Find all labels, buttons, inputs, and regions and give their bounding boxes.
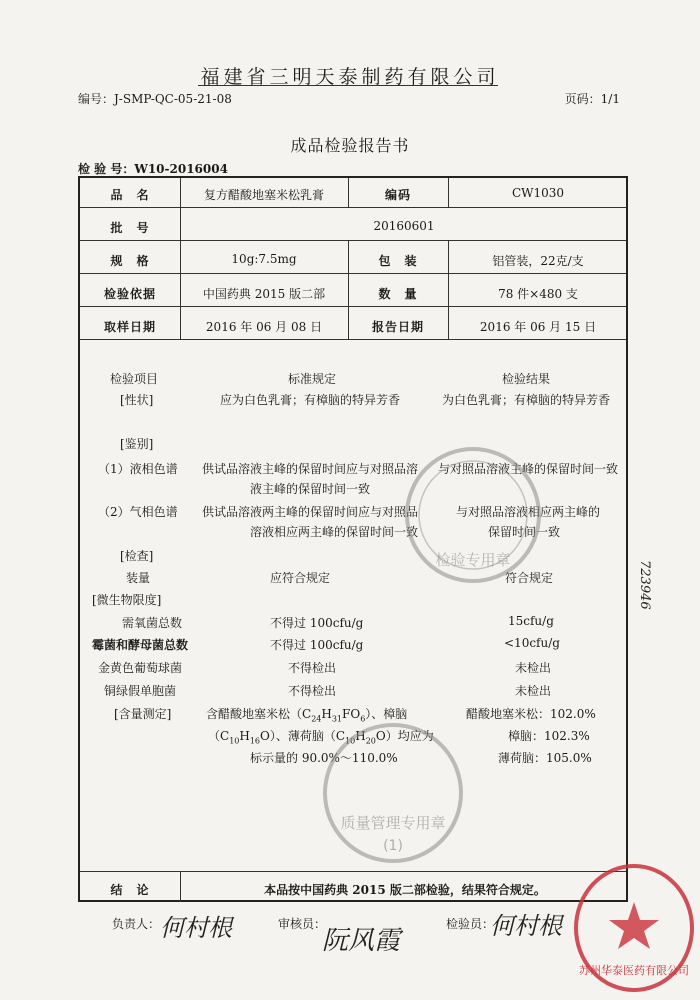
batch-number: 20160601 bbox=[373, 219, 435, 233]
lc-label: （1）液相色谱 bbox=[98, 462, 178, 476]
staph-label: 金黄色葡萄球菌 bbox=[98, 661, 183, 675]
assay-result-dexamethasone: 醋酸地塞米松：102.0% bbox=[466, 707, 596, 721]
report-date-label: 报告日期 bbox=[371, 320, 424, 334]
product-name: 复方醋酸地塞米松乳膏 bbox=[203, 188, 324, 202]
company-underline bbox=[198, 85, 498, 86]
product-label: 品 名 bbox=[110, 188, 150, 202]
check-label: [检查] bbox=[120, 549, 154, 563]
batch-label: 批 号 bbox=[110, 221, 150, 235]
mold-standard: 不得过 100cfu/g bbox=[270, 638, 364, 652]
lc-result: 与对照品溶液主峰的保留时间一致 bbox=[438, 462, 619, 476]
col-header-result: 检验结果 bbox=[502, 372, 551, 386]
spec-value: 10g:7.5mg bbox=[231, 252, 297, 266]
gc-standard-line2: 溶液相应两主峰的保留时间一致 bbox=[250, 525, 419, 539]
report-title: 成品检验报告书 bbox=[290, 136, 410, 155]
gc-label: （2）气相色谱 bbox=[98, 505, 178, 519]
spec-label: 规 格 bbox=[110, 254, 150, 268]
assay-standard-line2: $(C_{10}H_{16}O)$、薄荷脑$(C_{10}H_{20}O)$均应为 bbox=[208, 729, 434, 746]
product-code: CW1030 bbox=[511, 186, 565, 200]
gc-result-line1: 与对照品溶液相应两主峰的 bbox=[456, 505, 601, 519]
report-date: 2016 年 06 月 15 日 bbox=[479, 320, 597, 334]
pharma-company-seal bbox=[570, 862, 695, 994]
qa-seal-stamp bbox=[318, 718, 468, 868]
mold-result: <10cfu/g bbox=[504, 636, 560, 650]
row-divider bbox=[80, 207, 626, 208]
staph-result: 未检出 bbox=[515, 661, 552, 675]
quantity-label: 数 量 bbox=[378, 287, 418, 301]
row-divider bbox=[80, 240, 626, 241]
microbial-label: [微生物限度] bbox=[92, 593, 162, 607]
aerobic-standard: 不得过 100cfu/g bbox=[270, 616, 364, 630]
qc-seal-text: 检验专用章 bbox=[435, 551, 511, 569]
gc-result-line2: 保留时间一致 bbox=[488, 525, 561, 539]
basis-value: 中国药典 2015 版二部 bbox=[202, 287, 326, 301]
aerobic-result: 15cfu/g bbox=[508, 614, 554, 628]
margin-note: 723946 bbox=[637, 560, 652, 610]
conclusion-text: 本品按中国药典 2015 版二部检验，结果符合规定。 bbox=[264, 883, 546, 897]
conclusion-label: 结 论 bbox=[110, 883, 150, 897]
basis-label: 检验依据 bbox=[103, 287, 156, 301]
row-divider bbox=[80, 871, 626, 872]
assay-standard-line1: 含醋酸地塞米松$(C_{24}H_{31}FO_6)$、樟脑 bbox=[206, 707, 408, 724]
responsible-label: 负责人： bbox=[112, 917, 161, 931]
qa-seal-text: 质量管理专用章 bbox=[340, 814, 446, 832]
reviewer-signature: 阮风霞 bbox=[322, 926, 401, 956]
assay-standard-line3: 标示量的 90.0%～110.0% bbox=[250, 751, 398, 765]
aerobic-label: 需氧菌总数 bbox=[122, 616, 183, 630]
assay-result-menthol: 薄荷脑：105.0% bbox=[498, 751, 592, 765]
row-divider bbox=[80, 306, 626, 307]
character-standard: 应为白色乳膏；有樟脑的特异芳香 bbox=[220, 393, 401, 407]
inspector-label: 检验员： bbox=[446, 917, 495, 931]
sample-date: 2016 年 06 月 08 日 bbox=[205, 320, 323, 334]
qc-seal-stamp bbox=[398, 440, 548, 590]
fill-label: 装量 bbox=[126, 571, 151, 585]
gc-standard-line1: 供试品溶液两主峰的保留时间应与对照品 bbox=[202, 505, 419, 519]
assay-label: [含量测定] bbox=[114, 707, 172, 721]
character-result: 为白色乳膏；有樟脑的特异芳香 bbox=[442, 393, 611, 407]
fill-result: 符合规定 bbox=[505, 571, 554, 585]
qa-seal-number: (1) bbox=[383, 838, 403, 854]
responsible-signature: 何村根 bbox=[160, 914, 232, 942]
staph-standard: 不得检出 bbox=[288, 661, 337, 675]
sample-date-label: 取样日期 bbox=[103, 320, 156, 334]
document-number: 编号：J-SMP-QC-05-21-08 bbox=[78, 92, 232, 106]
package-label: 包 装 bbox=[378, 254, 418, 268]
row-divider bbox=[80, 273, 626, 274]
pseudomonas-standard: 不得检出 bbox=[288, 684, 337, 698]
identification-label: [鉴别] bbox=[120, 437, 154, 451]
inspector-signature: 何村根 bbox=[490, 912, 562, 940]
col-header-standard: 标准规定 bbox=[288, 372, 337, 386]
character-label: [性状] bbox=[120, 393, 154, 407]
lc-standard-line2: 液主峰的保留时间一致 bbox=[250, 482, 371, 496]
mold-label: 霉菌和酵母菌总数 bbox=[92, 638, 189, 652]
col-header-item: 检验项目 bbox=[110, 372, 159, 386]
reviewer-label: 审核员： bbox=[278, 917, 327, 931]
page-number: 页码：1/1 bbox=[564, 92, 620, 106]
test-number: 检 验 号：W10-2016004 bbox=[78, 162, 228, 176]
assay-result-camphor: 樟脑：102.3% bbox=[508, 729, 590, 743]
fill-standard: 应符合规定 bbox=[270, 571, 331, 585]
pseudomonas-result: 未检出 bbox=[515, 684, 552, 698]
quantity-value: 78 件×480 支 bbox=[498, 287, 578, 301]
code-label: 编码 bbox=[384, 188, 411, 202]
package-value: 铝管装，22克/支 bbox=[492, 254, 584, 268]
pseudomonas-label: 铜绿假单胞菌 bbox=[104, 684, 177, 698]
row-divider bbox=[80, 339, 626, 340]
company-name: 福建省三明天泰制药有限公司 bbox=[200, 66, 500, 88]
pharma-seal-text: 苏州华泰医药有限公司 bbox=[579, 964, 689, 977]
lc-standard-line1: 供试品溶液主峰的保留时间应与对照品溶 bbox=[202, 462, 419, 476]
